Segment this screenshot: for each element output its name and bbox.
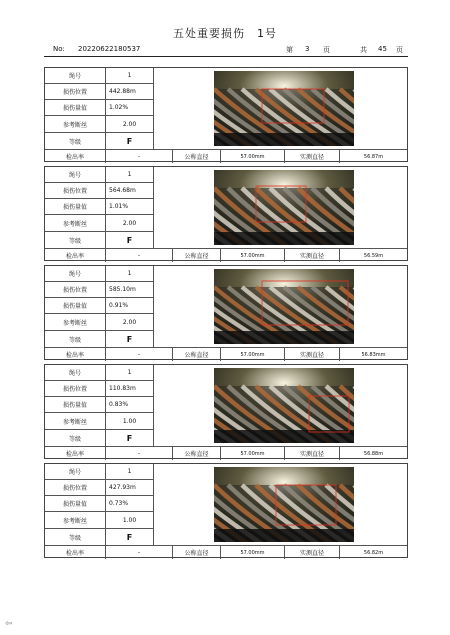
damage-position-label: 损伤位置 (45, 381, 106, 397)
nominal-diameter-value: 57.00mm (221, 447, 285, 460)
record-footer-row (45, 149, 407, 164)
damage-value-value: 0.73% (106, 496, 154, 512)
grade-label: 等级 (45, 133, 106, 149)
grade-value: F (106, 331, 154, 347)
measured-diameter-label: 实测直径 (285, 447, 340, 460)
rope-damage-photo (214, 368, 354, 443)
detection-rate-label: 检出率 (45, 447, 106, 460)
damage-position-label: 损伤位置 (45, 282, 106, 298)
arrow-left-icon[interactable]: ⇦ (5, 619, 13, 629)
damage-value-label: 损伤量值 (45, 100, 106, 116)
rope-damage-photo (214, 170, 354, 245)
rope-damage-photo (214, 71, 354, 146)
page-label-pre: 第 (286, 46, 293, 54)
ref-broken-wire-value: 2.00 (106, 116, 154, 133)
rope-no-value: 1 (106, 464, 154, 480)
grade-value: F (106, 529, 154, 545)
damage-position-label: 损伤位置 (45, 183, 106, 199)
measured-diameter-value: 56.82m (363, 549, 384, 556)
detection-rate-value: - (106, 348, 173, 361)
total-label-pre: 共 (360, 46, 367, 54)
grade-label: 等级 (45, 529, 106, 545)
record-footer-row (45, 347, 407, 362)
grade-label: 等级 (45, 331, 106, 347)
page-number: 3 (305, 45, 310, 53)
ref-broken-wire-value: 1.00 (106, 512, 154, 529)
ref-broken-wire-value: 2.00 (106, 215, 154, 232)
total-label-post: 页 (396, 46, 403, 54)
measured-diameter-value: 56.88m (363, 450, 384, 457)
detection-rate-value: - (106, 447, 173, 460)
detection-rate-value: - (106, 150, 173, 163)
measured-diameter-value: 56.83mm (361, 351, 386, 358)
damage-position-label: 损伤位置 (45, 480, 106, 496)
grade-value: F (106, 133, 154, 149)
ref-broken-wire-label: 参考断丝 (45, 413, 106, 430)
total-pages: 45 (378, 45, 387, 53)
rope-no-value: 1 (106, 167, 154, 183)
detection-rate-label: 检出率 (45, 348, 106, 361)
damage-value-value: 1.01% (106, 199, 154, 215)
record-footer-row (45, 545, 407, 560)
ref-broken-wire-label: 参考断丝 (45, 314, 106, 331)
measured-diameter-label: 实测直径 (285, 546, 340, 559)
detection-rate-label: 检出率 (45, 546, 106, 559)
ref-broken-wire-label: 参考断丝 (45, 512, 106, 529)
ref-broken-wire-label: 参考断丝 (45, 116, 106, 133)
rope-no-value: 1 (106, 68, 154, 84)
damage-record (44, 364, 408, 459)
detection-rate-value: - (106, 546, 173, 559)
record-number-label: No: (53, 45, 65, 53)
measured-diameter-label: 实测直径 (285, 348, 340, 361)
measured-diameter-label: 实测直径 (285, 249, 340, 262)
page-label-post: 页 (323, 46, 330, 54)
nominal-diameter-value: 57.00mm (221, 249, 285, 262)
detection-rate-label: 检出率 (45, 249, 106, 262)
nominal-diameter-label: 公称直径 (173, 150, 221, 163)
record-footer-row (45, 446, 407, 461)
grade-value: F (106, 232, 154, 248)
measured-diameter-value: 56.59m (363, 252, 384, 259)
grade-value: F (106, 430, 154, 446)
grade-label: 等级 (45, 232, 106, 248)
measured-diameter-label: 实测直径 (285, 150, 340, 163)
rope-no-value: 1 (106, 365, 154, 381)
damage-value-value: 0.83% (106, 397, 154, 413)
grade-label: 等级 (45, 430, 106, 446)
damage-value-label: 损伤量值 (45, 496, 106, 512)
rope-no-value: 1 (106, 266, 154, 282)
detection-rate-value: - (106, 249, 173, 262)
header-rule (44, 56, 408, 57)
nominal-diameter-value: 57.00mm (221, 150, 285, 163)
damage-record (44, 67, 408, 162)
rope-no-label: 绳号 (45, 68, 106, 84)
record-number-value: 20220622180537 (78, 45, 141, 53)
ref-broken-wire-label: 参考断丝 (45, 215, 106, 232)
damage-value-label: 损伤量值 (45, 199, 106, 215)
rope-no-label: 绳号 (45, 167, 106, 183)
damage-record (44, 463, 408, 558)
rope-damage-photo (214, 269, 354, 344)
measured-diameter-value: 56.87m (363, 153, 384, 160)
page-title: 五处重要损伤 1号 (173, 27, 277, 40)
damage-position-value: 564.68m (106, 183, 154, 199)
damage-record (44, 166, 408, 261)
damage-value-value: 1.02% (106, 100, 154, 116)
damage-value-value: 0.91% (106, 298, 154, 314)
rope-damage-photo (214, 467, 354, 542)
nominal-diameter-label: 公称直径 (173, 546, 221, 559)
detection-rate-label: 检出率 (45, 150, 106, 163)
nominal-diameter-label: 公称直径 (173, 348, 221, 361)
rope-no-label: 绳号 (45, 266, 106, 282)
nominal-diameter-label: 公称直径 (173, 249, 221, 262)
rope-no-label: 绳号 (45, 365, 106, 381)
damage-value-label: 损伤量值 (45, 397, 106, 413)
damage-record (44, 265, 408, 360)
nominal-diameter-value: 57.00mm (221, 348, 285, 361)
record-footer-row (45, 248, 407, 263)
ref-broken-wire-value: 2.00 (106, 314, 154, 331)
damage-position-value: 427.93m (106, 480, 154, 496)
damage-position-value: 110.83m (106, 381, 154, 397)
nominal-diameter-value: 57.00mm (221, 546, 285, 559)
damage-value-label: 损伤量值 (45, 298, 106, 314)
damage-position-value: 442.88m (106, 84, 154, 100)
damage-position-value: 585.10m (106, 282, 154, 298)
nominal-diameter-label: 公称直径 (173, 447, 221, 460)
damage-position-label: 损伤位置 (45, 84, 106, 100)
rope-no-label: 绳号 (45, 464, 106, 480)
ref-broken-wire-value: 1.00 (106, 413, 154, 430)
